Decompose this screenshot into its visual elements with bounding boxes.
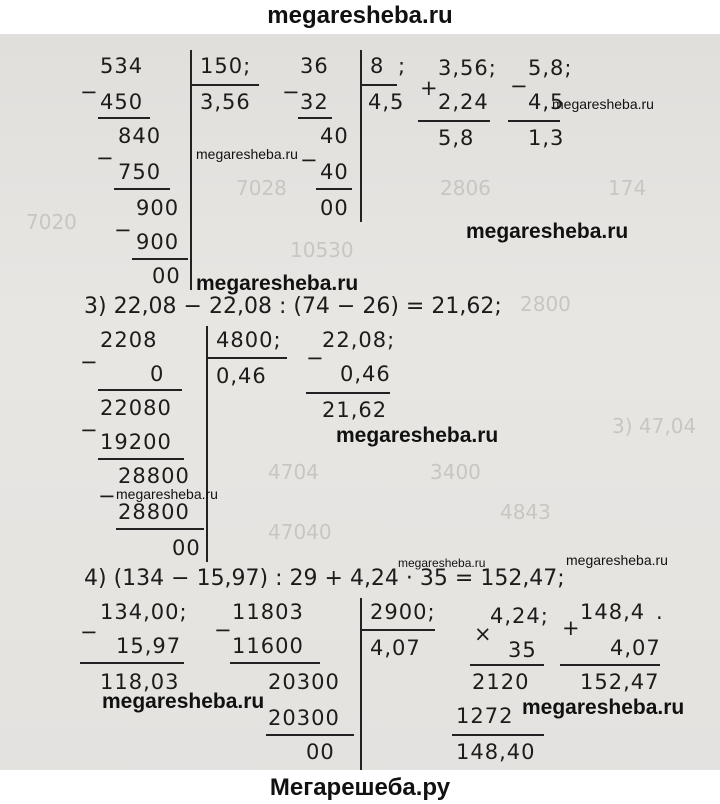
difference: 21,62 xyxy=(322,398,388,422)
minuend: 5,8; xyxy=(528,56,573,80)
watermark: megaresheba.ru xyxy=(566,552,668,568)
underline xyxy=(230,662,320,664)
subtrahend: 750 xyxy=(118,160,162,184)
bleed-through: 4843 xyxy=(500,500,551,524)
subtrahend: 20300 xyxy=(268,706,340,730)
bleed-through: 3) 47,04 xyxy=(612,414,697,438)
subtrahend: 28800 xyxy=(118,500,190,524)
quotient: 3,56 xyxy=(200,90,251,114)
watermark: megaresheba.ru xyxy=(196,146,298,162)
division-bar xyxy=(360,50,362,222)
watermark: megaresheba.ru xyxy=(102,690,265,713)
minus-sign: − xyxy=(510,74,529,98)
minus-sign: − xyxy=(214,618,233,642)
product: 148,40 xyxy=(456,740,536,764)
minus-sign: − xyxy=(306,346,325,370)
quotient: 4,5 xyxy=(368,90,405,114)
partial-product: 2120 xyxy=(472,670,530,694)
watermark: megaresheba.ru xyxy=(398,556,486,570)
bleed-through: 2806 xyxy=(440,176,491,200)
dividend: 11803 xyxy=(232,600,304,624)
bleed-through: 174 xyxy=(608,176,647,200)
underline xyxy=(191,84,259,86)
subtrahend: 0,46 xyxy=(340,362,391,386)
division-bar xyxy=(190,50,192,290)
watermark: megaresheba.ru xyxy=(466,220,629,243)
remainder: 900 xyxy=(136,196,180,220)
difference: 1,3 xyxy=(528,126,565,150)
plus-sign: + xyxy=(562,616,581,640)
times-sign: × xyxy=(474,622,493,646)
minus-sign: − xyxy=(96,146,115,170)
underline xyxy=(452,734,544,736)
underline xyxy=(80,662,184,664)
bleed-through: 3400 xyxy=(430,460,481,484)
plus-sign: + xyxy=(420,76,439,100)
minus-sign: − xyxy=(282,80,301,104)
underline xyxy=(98,117,150,119)
sum: 5,8 xyxy=(438,126,475,150)
equation-3: 3) 22,08 − 22,08 : (74 − 26) = 21,62; xyxy=(84,294,502,319)
watermark: megaresheba.ru xyxy=(336,424,499,447)
addend: 3,56; xyxy=(438,56,497,80)
underline xyxy=(116,528,204,530)
subtrahend: 900 xyxy=(136,230,180,254)
watermark: megaresheba.ru xyxy=(522,696,685,719)
bleed-through: 10530 xyxy=(290,238,354,262)
subtrahend: 450 xyxy=(100,90,144,114)
minuend: 22,08; xyxy=(322,328,396,352)
remainder: 00 xyxy=(152,264,181,288)
subtrahend: 19200 xyxy=(100,430,172,454)
dividend: 2208 xyxy=(100,328,158,352)
division-bar xyxy=(206,326,208,562)
partial-product: 1272 xyxy=(456,704,514,728)
remainder: 840 xyxy=(118,124,162,148)
site-title-bottom: Мегарешеба.ру xyxy=(269,774,451,801)
equation-4: 4) (134 − 15,97) : 29 + 4,24 · 35 = 152,47; xyxy=(84,566,565,591)
remainder: 20300 xyxy=(268,670,340,694)
site-title-top: megaresheba.ru xyxy=(267,2,453,29)
remainder: 00 xyxy=(320,196,349,220)
underline xyxy=(114,188,170,190)
multiplier: 35 xyxy=(508,638,537,662)
divisor: 4800; xyxy=(216,328,282,352)
sum: 152,47 xyxy=(580,670,660,694)
top-banner xyxy=(0,0,720,34)
underline xyxy=(470,664,544,666)
remainder: 40 xyxy=(320,124,349,148)
divisor: 8 xyxy=(370,54,385,78)
bleed-through: 7028 xyxy=(236,176,287,200)
minus-sign: − xyxy=(114,218,133,242)
dividend: 534 xyxy=(100,54,144,78)
period: . xyxy=(656,600,664,624)
minus-sign: − xyxy=(80,620,99,644)
difference: 118,03 xyxy=(100,670,180,694)
underline xyxy=(306,392,390,394)
quotient: 4,07 xyxy=(370,636,421,660)
underline xyxy=(207,357,287,359)
division-bar xyxy=(360,598,362,770)
underline xyxy=(98,389,182,391)
addend: 148,4 xyxy=(580,600,646,624)
minus-sign: − xyxy=(98,484,117,508)
minus-sign: − xyxy=(80,418,99,442)
underline xyxy=(361,629,435,631)
watermark: megaresheba.ru xyxy=(552,96,654,112)
underline xyxy=(361,84,397,86)
subtrahend: 15,97 xyxy=(116,634,182,658)
underline xyxy=(560,664,660,666)
subtrahend: 32 xyxy=(300,90,329,114)
multiplicand: 4,24; xyxy=(490,604,549,628)
underline xyxy=(298,117,332,119)
subtrahend: 4,5 xyxy=(528,90,565,114)
remainder: 28800 xyxy=(118,464,190,488)
semicolon: ; xyxy=(398,54,407,78)
subtrahend: 0 xyxy=(150,362,165,386)
watermark: megaresheba.ru xyxy=(196,272,359,295)
divisor: 2900; xyxy=(370,600,436,624)
watermark: megaresheba.ru xyxy=(116,486,218,502)
minus-sign: − xyxy=(80,350,99,374)
minus-sign: − xyxy=(80,80,99,104)
bleed-through: 7020 xyxy=(26,210,77,234)
bottom-banner xyxy=(0,770,720,804)
bleed-through: 2800 xyxy=(520,292,571,316)
underline xyxy=(316,188,352,190)
minus-sign: − xyxy=(300,148,319,172)
bleed-through: 47040 xyxy=(268,520,332,544)
remainder: 00 xyxy=(172,536,201,560)
subtrahend: 11600 xyxy=(232,634,304,658)
underline xyxy=(98,458,184,460)
remainder: 22080 xyxy=(100,396,172,420)
remainder: 00 xyxy=(306,740,335,764)
addend: 4,07 xyxy=(610,636,661,660)
bleed-through: 4704 xyxy=(268,460,319,484)
underline xyxy=(508,120,560,122)
dividend: 36 xyxy=(300,54,329,78)
addend: 2,24 xyxy=(438,90,489,114)
underline xyxy=(418,120,490,122)
underline xyxy=(266,734,354,736)
divisor: 150; xyxy=(200,54,252,78)
quotient: 0,46 xyxy=(216,364,267,388)
subtrahend: 40 xyxy=(320,160,349,184)
underline xyxy=(132,258,188,260)
minuend: 134,00; xyxy=(100,600,188,624)
